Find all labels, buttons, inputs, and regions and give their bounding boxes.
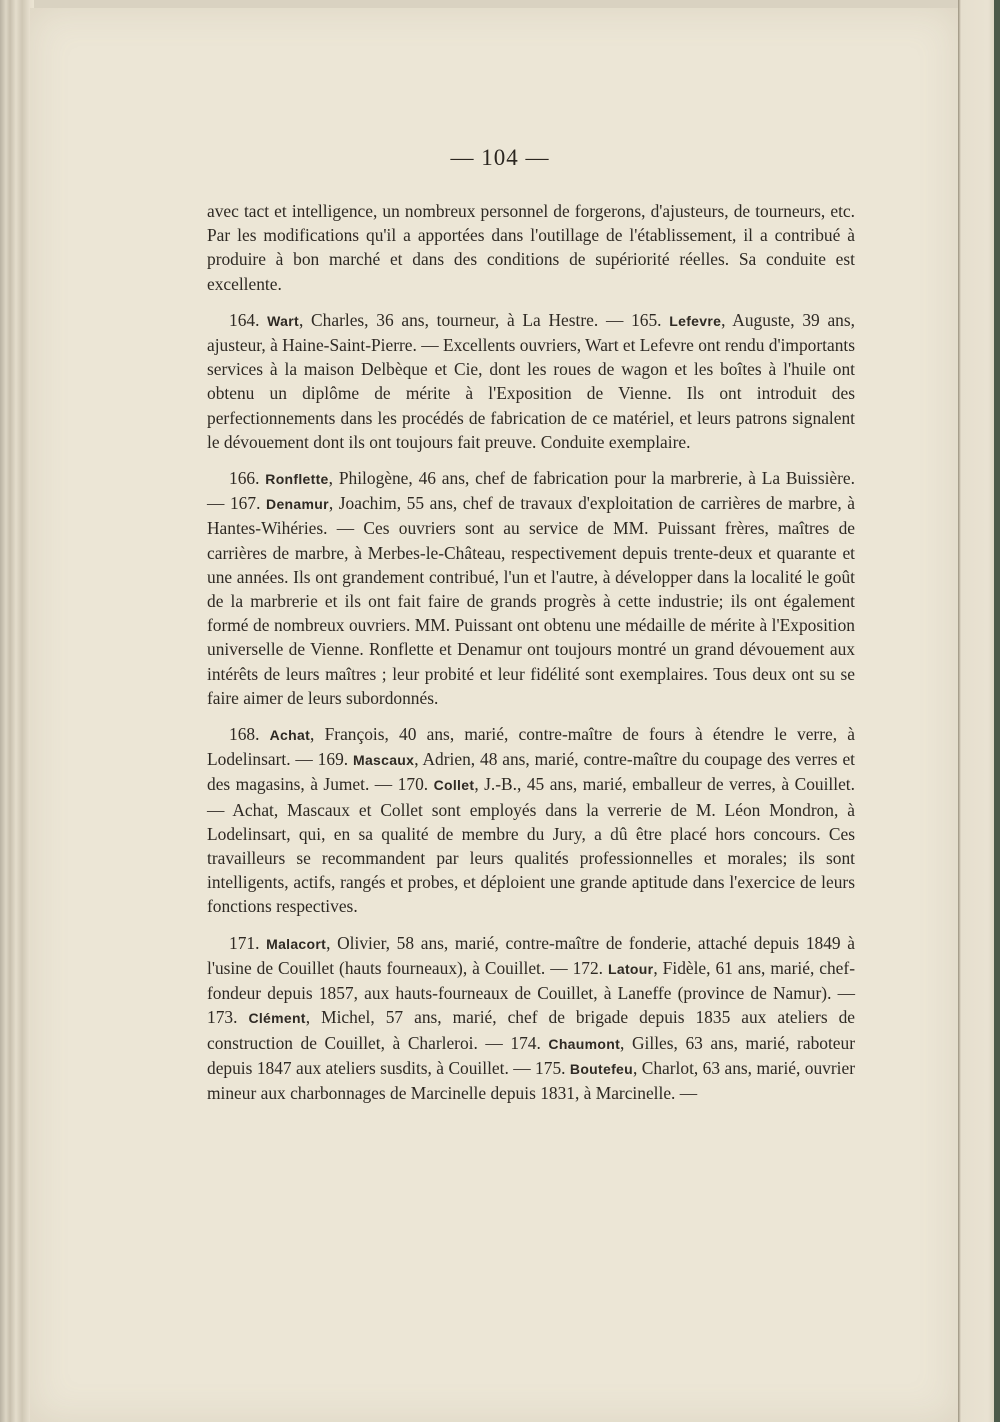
person-name: Collet bbox=[433, 777, 475, 794]
person-name: Wart bbox=[267, 312, 299, 329]
paragraph-166-167 bbox=[207, 466, 855, 710]
text-run: 168. bbox=[229, 724, 270, 745]
page-number: — 104 — bbox=[450, 145, 550, 170]
text-run: , Olivier, 58 ans, marié, contre-maître de fonderie, attaché depuis 1849 à l'usine de Couillet (hauts fourneaux), à Couillet. — 172. bbox=[207, 932, 856, 978]
person-name: Clément bbox=[248, 1010, 306, 1027]
person-name: Lefevre bbox=[669, 312, 722, 329]
cover-edge bbox=[994, 0, 1000, 1422]
paragraph-168-170 bbox=[207, 722, 855, 919]
text-run: , Charles, 36 ans, tourneur, à La Hestre. — 165. bbox=[298, 309, 670, 330]
text-run: , Joachim, 55 ans, chef de travaux d'exploitation de carrières de marbre, à Hantes-Wihéries. — Ces ouvriers sont au service de MM. Puissant frères, maîtres de carrières de marbre, à Merbes-le-Château, respectivement depuis trente-deux et quarante et une années. Ils ont grandement contribué, l'un et l'autre, à développer dans la localité le goût de la marbrerie et ils ont fait faire de grands progrès à cette industrie; ils ont également formé de nombreux ouvriers. MM. Puissant ont obtenu une médaille de mérite à l'Exposition universelle de Vienne. Ronflette et Denamur ont toujours montré un grand dévouement aux intérêts de leurs maîtres ; leur probité et leur fidélité sont exemplaires. Tous deux ont su se faire aimer de leurs subordonnés. bbox=[207, 493, 855, 708]
text-run: 171. bbox=[229, 932, 267, 953]
person-name: Malacort bbox=[266, 935, 327, 952]
text-run: avec tact et intelligence, un nombreux personnel de forgerons, d'ajusteurs, de tourneurs, etc. Par les modifications qu'il a apportées dans l'outillage de l'établissement, il a contribué à produire à bon marché et dans des conditions de supériorité réelles. Sa conduite est excellente. bbox=[207, 201, 855, 294]
person-name: Achat bbox=[269, 727, 311, 744]
person-name: Chaumont bbox=[548, 1035, 621, 1052]
text-run: 166. bbox=[229, 468, 266, 489]
book-binding-left bbox=[0, 0, 34, 1422]
paragraph-1 bbox=[207, 199, 855, 296]
person-name: Latour bbox=[608, 960, 654, 977]
paragraph-171-175 bbox=[207, 931, 855, 1105]
text-run: , J.-B., 45 ans, marié, emballeur de verres, à Couillet.— Achat, Mascaux et Collet sont employés dans la verrerie de M. Léon Mondron, à Lodelinsart, qui, en sa qualité de membre du Jury, a dû être placé hors concours. Ces travailleurs se recommandent par leurs qualités professionnelles et morales; ils sont intelligents, actifs, rangés et probes, et déploient une grande aptitude dans l'exercice de leurs fonctions respectives. bbox=[207, 774, 855, 917]
text-run: , Philogène, 46 ans, chef de fabrication pour la marbrerie, à La Buissière. — 167. bbox=[207, 468, 856, 514]
text-run: , Gilles, 63 ans, marié, raboteur depuis 1847 aux ateliers susdits, à Couillet. — 175. bbox=[207, 1032, 855, 1078]
person-name: Mascaux bbox=[352, 752, 415, 769]
person-name: Denamur bbox=[266, 496, 329, 513]
text-run: , Charlot, 63 ans, marié, ouvrier mineur aux charbonnages de Marcinelle depuis 1831, à Marcinelle. — bbox=[207, 1057, 856, 1103]
text-run: , Adrien, 48 ans, marié, contre-maître du coupage des verres et des magasins, à Jumet. — 170. bbox=[207, 749, 855, 795]
text-run: 164. bbox=[229, 309, 268, 330]
text-run: , Auguste, 39 ans, ajusteur, à Haine-Saint-Pierre. — Excellents ouvriers, Wart et Lefevre ont rendu d'importants services à la maison Delbèque et Cie, dont les roues de wagon et les boîtes à l'huile ont obtenu un diplôme de mérite à l'Exposition de Vienne. Ils ont introduit des perfectionnements dans les procédés de fabrication de ce matériel, et leurs patrons signalent le dévouement dont ils ont toujours fait preuve. Conduite exemplaire. bbox=[207, 309, 855, 452]
paragraph-164-165 bbox=[207, 308, 855, 454]
person-name: Boutefeu bbox=[569, 1060, 633, 1077]
text-run: , Fidèle, 61 ans, marié, chef-fondeur depuis 1857, aux hauts-fourneaux de Couillet, à Laneffe (province de Namur). — 173. bbox=[207, 957, 855, 1028]
text-run: , Michel, 57 ans, marié, chef de brigade depuis 1835 aux ateliers de construction de Couillet, à Charleroi. — 174. bbox=[207, 1007, 855, 1053]
text-run: , François, 40 ans, marié, contre-maître de fours à étendre le verre, à Lodelinsart. — 169. bbox=[207, 724, 855, 770]
body-text bbox=[207, 199, 855, 1117]
person-name: Ronflette bbox=[265, 471, 329, 488]
